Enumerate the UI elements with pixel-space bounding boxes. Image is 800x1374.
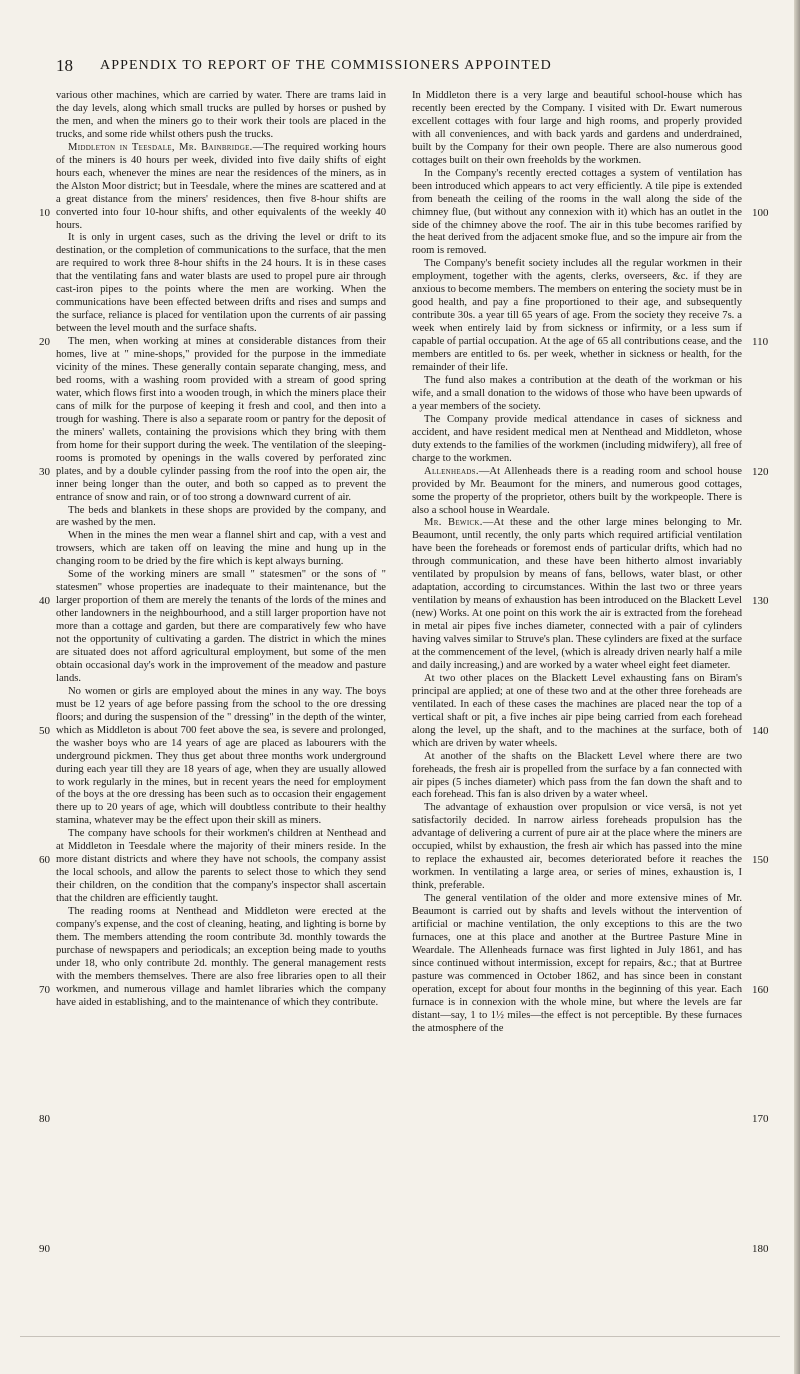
paragraph: The fund also makes a contribution at the death of the workman or his wife, and a small donation to the widows of those who have been upwards of a year members of the society. xyxy=(412,374,742,412)
line-number: 160 xyxy=(752,983,769,996)
paragraph: In the Company's recently erected cottages a system of ventilation has been introduced which appears to act very efficiently. A tile pipe is extended from beneath the ceiling of the rooms in the wall along the side of the chimney flue, (but without any connexion with it) which has an outlet in the side of the chimney above the roof. The air in this tube becomes rarified by the heat derived from the adjacent smoke flue, and so the impure air from the room is removed. xyxy=(412,167,742,257)
line-number: 40 xyxy=(39,595,50,608)
line-number: 120 xyxy=(752,465,769,478)
line-number: 130 xyxy=(752,595,769,608)
paragraph: It is only in urgent cases, such as the driving the level or drift to its destination, or the completion of communications to the surface, that the men are required to work three 8-hour shifts in the 24 hours. It is in these cases that the ventilating fans and water blasts are used to propel pure air through cast-iron pipes to the points where the men are working. When the communications have been effected between drifts and rises and sumps and the surface, reliance is placed for ventilation upon the currents of air passing between the level mouth and the surface shafts. xyxy=(56,232,386,335)
paragraph: various other machines, which are carried by water. There are trams laid in the day levels, along which small trucks are pulled by horses or pushed by the men, and when the miners go to their work their tools are placed in the trucks, and some ride whilst others push the trucks. xyxy=(56,90,386,140)
paragraph: The Company provide medical attendance in cases of sickness and accident, and have resident medical men at Nenthead and Middleton, whose duty extends to the families of the workmen (including midwifery), all free of charge to the workmen. xyxy=(412,413,742,464)
paragraph: The men, when working at mines at considerable distances from their homes, live at " mine-shops," provided for the purpose in the immediate vicinity of the mines. These generally contain separate changing, mess, and bed rooms, with a washing room provided with a stream of good spring water, which flows first into a wooden trough, in which the miners place their cans of milk for the purpose of keeping it fresh and cool, and then into a trough for washing. There is also a separate room or pantry for the deposit of the miners' wallets, containing the provisions which they bring with them from home for their support during the week. The ventilation of the sleeping-rooms is promoted by openings in the walls covered by perforated zinc plates, and by a double cylinder passing from the roof into the open air, the inner being longer than the outer, and both so capped as to prevent the entrance of snow and rain, or of too strong a downward current of air. xyxy=(56,336,386,503)
line-number: 100 xyxy=(752,206,769,219)
paragraph: The company have schools for their workmen's children at Nenthead and at Middleton in Teesdale where the majority of their miners reside. In the more distant districts and where they have not schools, the company assist the local schools, and allow the parents to select those to which they send their children, on the condition that the company's inspector shall ascertain that the children are efficiently taught. xyxy=(56,828,386,905)
paragraph: At two other places on the Blackett Level exhausting fans on Biram's principal are applied; at one of these two and at the other three foreheads are ventilated. In each of these cases the machines are placed near the top of a vertical shaft or pit, a five inches air pipe being carried from each forehead along the level, up the shaft, and to the machines at the surface, both of which are driven by water wheels. xyxy=(412,672,742,749)
paragraph-body: —At Allenheads there is a reading room and school house provided by Mr. Beaumont for the miners, and numerous good cottages, some the property of the proprietor, others built by the workpeople. There is also a school house in Weardale. xyxy=(412,465,742,516)
paragraph-body: —The required working hours of the miners is 40 hours per week, divided into five daily shifts of eight hours each, whenever the mines are near the residences of the miners, as in the Alston Moor district; but in Teesdale, where the mines are scattered and at a great distance from the miners' residences, then five 8-hour shifts are converted into four 10-hour shifts, and other equivalents of the weekly 40 hours. xyxy=(56,141,386,231)
paragraph: Some of the working miners are small " statesmen" or the sons of " statesmen" whose properties are inadequate to their maintenance, but the larger proportion of them are merely the tenants of the lords of the mines and other landowners in the neighbourhood, and a still larger proportion have not more than a cottage and garden, but there are comparatively few who have not the opportunity of cultivating a garden. The district in which the mines are situated does not afford agricultural employment, but some of the men obtain occasional day's work in the improvement of the meadow and pasture lands. xyxy=(56,569,386,684)
page-edge-shadow xyxy=(794,0,800,1374)
line-number: 30 xyxy=(39,465,50,478)
paragraph: When in the mines the men wear a flannel shirt and cap, with a vest and trowsers, which are taken off on leaving the mine and hung up in the changing room to be dried by the fire which is kept always burning. xyxy=(56,530,386,568)
line-number: 180 xyxy=(752,1242,769,1255)
paragraph: The beds and blankets in these shops are provided by the company, and are washed by the men. xyxy=(56,504,386,529)
line-number: 70 xyxy=(39,983,50,996)
section-heading: Mr. Bewick. xyxy=(424,517,483,529)
paragraph: The advantage of exhaustion over propulsion or vice versâ, is not yet satisfactorily decided. In narrow airless foreheads propulsion has the advantage of delivering a current of pure air at the place where the miners are occupied, whilst by exhaustion, the fresh air which has passed into the mine to replace the exhausted air, becomes deteriorated before it reaches the workmen. In ventilating a large area, or series of mines, exhaustion is, I think, preferable. xyxy=(412,802,742,892)
section-heading: Middleton in Teesdale, Mr. Bainbridge. xyxy=(68,141,253,153)
paragraph: The reading rooms at Nenthead and Middleton were erected at the company's expense, and the cost of cleaning, heating, and lighting is borne by them. The members attending the room contribute 3d. monthly towards the purchase of newspapers and periodicals; an exception being made to youths under 18, who only contribute 2d. monthly. The general management rests with the members themselves. There are also free libraries open to all their workmen, and numerous village and hamlet libraries which the company have aided in establishing, and to the maintenance of which they contribute. xyxy=(56,906,386,1008)
right-column xyxy=(412,90,742,1036)
left-column xyxy=(56,90,386,1010)
paragraph: The Company's benefit society includes all the regular workmen in their employment, together with the agents, clerks, overseers, &c. if they are anxious to become members. The members on entering the society must be in good health, and pay a fine proportioned to their age, and subsequently contribute 30s. a year till 65 years of age. From the society they receive 7s. a week when entirely laid by from sickness or infirmity, or a less sum if capable of partial occupation. At the age of 65 all contributions cease, and the members are entitled to 6s. per week, whether in sickness or health, for the remainder of their life. xyxy=(412,258,742,374)
section-heading: Allenheads. xyxy=(424,465,479,477)
line-number: 20 xyxy=(39,336,50,349)
running-title: APPENDIX TO REPORT OF THE COMMISSIONERS APPOINTED xyxy=(100,58,552,73)
paragraph xyxy=(412,517,742,672)
line-number: 140 xyxy=(752,724,769,737)
paragraph xyxy=(56,142,386,233)
line-number: 170 xyxy=(752,1113,769,1126)
line-number: 150 xyxy=(752,854,769,867)
paragraph-body: —At these and the other large mines belonging to Mr. Beaumont, until recently, the only parts which required artificial ventilation have been the foreheads or foremost ends of particular drifts, which had no through communication, and these have been hitherto almost invariably ventilated by propulsion by means of fans, bellows, water blast, or other adaptation, according to circumstances. Within the last two or three years ventilation by means of exhaustion has been introduced on the Blackett Level (new) Works. At one point on this work the air is extracted from the forehead in metal air pipes five inches diameter, connected with a pair of cylinders having valves similar to Struve's plan. These cylinders are fixed at the surface at the commencement of the level, (which is already driven nearly half a mile and daily increasing,) and are worked by a water wheel eight feet diameter. xyxy=(412,517,742,671)
line-number: 80 xyxy=(39,1113,50,1126)
line-number: 10 xyxy=(39,206,50,219)
paragraph: No women or girls are employed about the mines in any way. The boys must be 12 years of age before passing from the school to the ore dressing floors; and during the suspension of the " dressing" in the depth of the winter, which as Middleton is about 700 feet above the sea, is severe and prolonged, the washer boys who are 14 years of age are placed as labourers with the underground pickmen. They thus get about three months work underground during each year till they are 18 years of age, when they are usually allowed to work regularly in the mines, but in recent years the need for employment of the boys at the ore dressing has been such as to occasion their engagement there up to 20 years of age, which will doubtless contribute to their healthy stamina, whatever may be the effect upon their skill as miners. xyxy=(56,685,386,827)
paragraph: In Middleton there is a very large and beautiful school-house which has recently been erected by the Company. I visited with Dr. Ewart numerous excellent cottages with four large and high rooms, and properly provided with all conveniences, and with back yards and gardens and underdrained, built by the Company for their own people. There are also numerous good cottages built on their own freeholds by the workmen. xyxy=(412,90,742,166)
line-number: 50 xyxy=(39,724,50,737)
bottom-rule xyxy=(20,1336,780,1337)
paragraph: The general ventilation of the older and more extensive mines of Mr. Beaumont is carried out by shafts and levels without the intervention of artificial or machine ventilation, the only exceptions to this are the two furnaces, one at this place and another at the Burtree Pasture Mine in Weardale. The Allenheads furnace was first lighted in July 1861, and has since continued without intermission, except for repairs, &c.; that at Burtree pasture was commenced in October 1862, and has since been in constant operation, except for about four months in the beginning of this year. Each furnace is in connexion with the whole mine, but where the levels are far distant—say, 1 to 1½ miles—the effect is not perceptible. By these furnaces the atmosphere of the xyxy=(412,893,742,1034)
line-number: 90 xyxy=(39,1242,50,1255)
paragraph xyxy=(412,466,742,518)
line-number: 60 xyxy=(39,854,50,867)
page-number: 18 xyxy=(56,56,73,75)
line-number: 110 xyxy=(752,336,769,349)
paragraph: At another of the shafts on the Blackett Level where there are two foreheads, the fresh air is propelled from the surface by a fan connected with air pipes (5 inches diameter) which pass from the fan down the shaft and to each forehead. This fan is also driven by a water wheel. xyxy=(412,750,742,801)
